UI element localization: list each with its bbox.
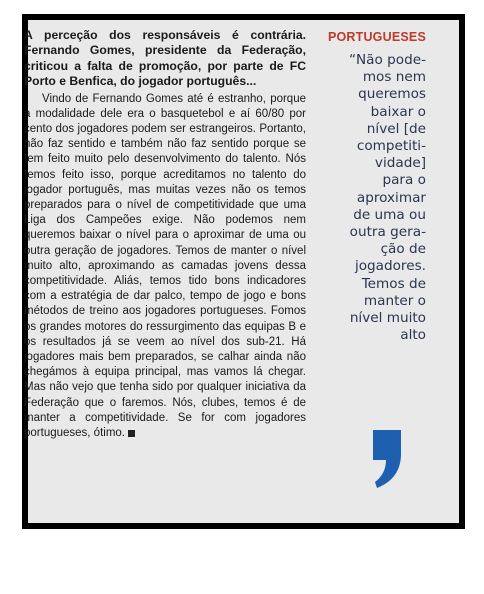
end-of-article-mark <box>128 430 135 437</box>
pull-quote-line: nível [de <box>366 120 426 137</box>
pull-quote-line: outra gera- <box>349 224 426 241</box>
pull-quote-line: manter o <box>363 292 426 309</box>
sidebar <box>318 30 426 344</box>
pull-quote-line: de uma ou <box>353 206 426 223</box>
article-body <box>24 92 306 442</box>
pull-quote-line: Temos de <box>361 275 426 292</box>
pull-quote-line: para o <box>382 172 426 189</box>
pull-quote-line: vidade] <box>374 155 426 172</box>
pull-quote-line: mos nem <box>362 69 426 86</box>
pull-quote-line: baixar o <box>370 103 426 120</box>
pull-quote-line: ção de <box>380 241 426 258</box>
pull-quote-line: “Não pode- <box>348 52 426 68</box>
pull-quote-line: competiti- <box>356 138 426 155</box>
pull-quote-line: aproximar <box>356 189 426 206</box>
blue-closing-comma-icon <box>371 430 403 488</box>
pull-quote-line: alto <box>400 327 426 344</box>
section-label: PORTUGUESES <box>327 30 426 44</box>
pull-quote-line: nível muito <box>349 310 426 327</box>
article <box>24 28 306 441</box>
pull-quote-line: jogadores. <box>354 258 426 275</box>
article-lead: A perceção dos responsáveis é contrária. Fernando Gomes, presidente da Federação, criticou a falta de promoção, por parte de FC Porto e Benfica, do jogador português... <box>24 28 306 89</box>
pull-quote <box>318 52 426 344</box>
pull-quote-line: queremos <box>358 86 426 103</box>
article-body-text: Vindo de Fernando Gomes até é estranho, porque a modalidade dele era o basquetebol e aí 60/80 por cento dos jogadores podem ser estrangeiros. Portanto, não faz sentido e também não faz sentido porque se tem feito muito pelo desenvolvimento do talento. Nós temos feito isso, porque acreditamos no talento do jogador português, mas muitas vezes não os temos preparados para o nível de competitividade que uma Liga dos Campeões exige. Não podemos nem queremos baixar o nível para o aproximar de uma ou outra geração de jogadores. Temos de manter o nível muito alto, aproximando as camadas jovens dessa competitividade. Aliás, temos tido bons indicadores com a estratégia de dar palco, tempo de jogo e bons métodos de treino aos jogadores portugueses. Fomos os grandes motores do ressurgimento das equipas B e os resultados já se veem ao nível dos sub-21. Há jogadores mais bem preparados, se calhar ainda não chegámos à equipa principal, mas vamos lá chegar. Mas não vejo que tenha sido por qualquer iniciativa da Federação que o faremos. Nós, clubes, temos é de manter a competitividade. Se for com jogadores portugueses, ótimo. <box>24 92 306 440</box>
comma-shape <box>373 430 401 488</box>
